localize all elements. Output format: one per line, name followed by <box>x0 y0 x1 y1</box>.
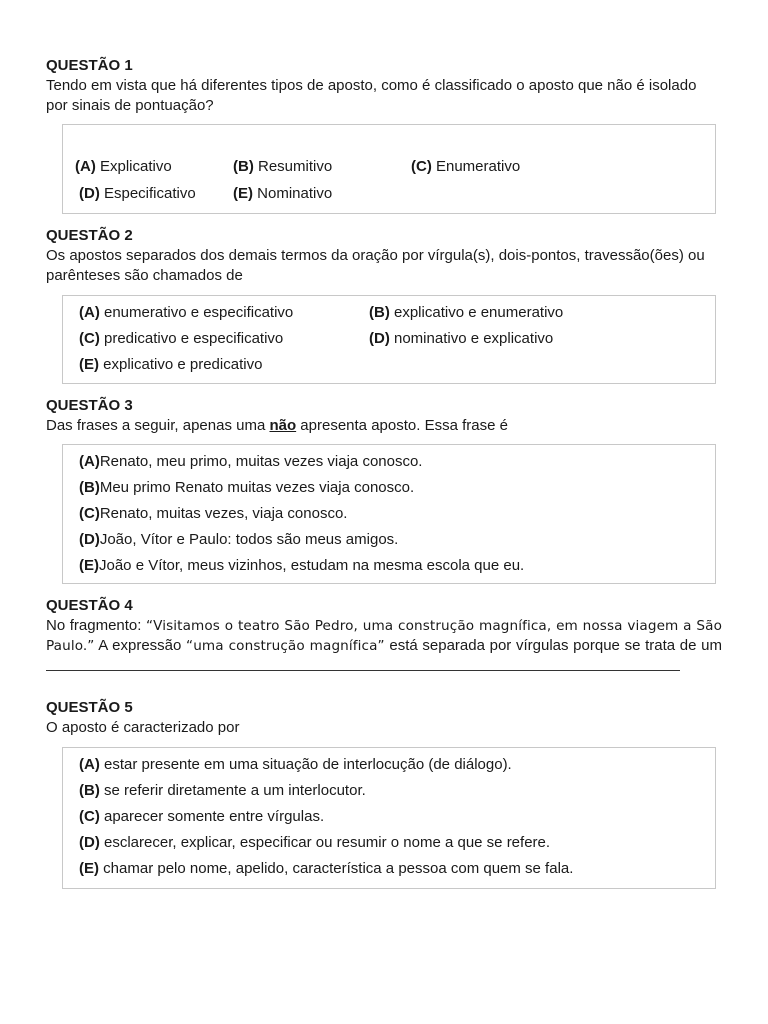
question-2 <box>46 226 722 384</box>
option-letter: (B) <box>79 479 100 496</box>
option-letter: (D) <box>79 531 100 548</box>
question-title: QUESTÃO 2 <box>46 227 133 244</box>
question-title: QUESTÃO 4 <box>46 597 133 614</box>
option-d[interactable] <box>79 832 715 858</box>
option-letter: (C) <box>411 158 432 175</box>
option-letter: (A) <box>75 158 96 175</box>
option-letter: (A) <box>79 453 100 470</box>
fragment-suffix: está separada por vírgulas porque se trata de um <box>384 637 722 654</box>
option-letter: (C) <box>79 808 100 825</box>
option-letter: (A) <box>79 304 100 321</box>
option-text: Especificativo <box>99 185 196 202</box>
question-text <box>46 416 722 436</box>
option-letter: (C) <box>79 505 100 522</box>
option-text: aparecer somente entre vírgulas. <box>99 808 325 825</box>
option-letter: (D) <box>79 185 100 202</box>
option-text: predicativo e especificativo <box>99 330 284 347</box>
option-e[interactable] <box>79 355 369 375</box>
option-a[interactable] <box>79 303 369 323</box>
option-a[interactable] <box>79 451 715 477</box>
question-5 <box>46 698 722 889</box>
option-letter: (B) <box>233 158 254 175</box>
option-d[interactable] <box>369 329 669 349</box>
fragment-expression: “uma construção magnífica” <box>186 638 385 654</box>
option-letter: (E) <box>79 860 99 877</box>
option-text: Resumitivo <box>253 158 333 175</box>
option-letter: (D) <box>369 330 390 347</box>
option-text: Renato, muitas vezes, viaja conosco. <box>99 505 348 522</box>
option-text: explicativo e predicativo <box>99 356 263 373</box>
question-text-end: apresenta aposto. Essa frase é <box>296 417 508 434</box>
fragment-prefix: No fragmento: <box>46 617 146 634</box>
question-4 <box>46 596 722 677</box>
answer-blank-line[interactable] <box>46 656 680 671</box>
option-text: chamar pelo nome, apelido, característica a pessoa com quem se fala. <box>99 860 574 877</box>
question-title: QUESTÃO 1 <box>46 57 133 74</box>
option-letter: (E) <box>233 185 253 202</box>
option-b[interactable] <box>79 780 715 806</box>
option-text: Meu primo Renato muitas vezes viaja conosco. <box>99 479 415 496</box>
question-title: QUESTÃO 3 <box>46 397 133 414</box>
option-letter: (B) <box>79 782 100 799</box>
options-box <box>62 747 716 889</box>
fragment-middle: A expressão <box>94 637 187 654</box>
option-c[interactable] <box>79 503 715 529</box>
question-text: Tendo em vista que há diferentes tipos de aposto, como é classificado o aposto que não é isolado por sinais de pontuação? <box>46 77 697 114</box>
option-text: explicativo e enumerativo <box>389 304 564 321</box>
options-box <box>62 124 716 214</box>
option-letter: (E) <box>79 356 99 373</box>
exercise-sheet <box>46 56 722 889</box>
options-box <box>62 444 716 584</box>
option-letter: (B) <box>369 304 390 321</box>
option-text: se referir diretamente a um interlocutor. <box>99 782 366 799</box>
option-letter: (E) <box>79 557 99 574</box>
option-text: Renato, meu primo, muitas vezes viaja conosco. <box>99 453 423 470</box>
option-b[interactable] <box>79 477 715 503</box>
emphasis-word: não <box>269 417 297 434</box>
question-text-start: Das frases a seguir, apenas uma <box>46 417 270 434</box>
fragment-quote: “Visitamos o teatro São Pedro, uma construção magnífica, em nossa viagem a São Paulo.” <box>46 618 722 654</box>
option-letter: (A) <box>79 756 100 773</box>
option-text: Enumerativo <box>431 158 521 175</box>
option-text: enumerativo e especificativo <box>99 304 294 321</box>
question-title: QUESTÃO 5 <box>46 699 133 716</box>
option-text: esclarecer, explicar, especificar ou resumir o nome a que se refere. <box>99 834 551 851</box>
option-c[interactable] <box>79 329 369 349</box>
option-c[interactable] <box>79 806 715 832</box>
option-e[interactable] <box>79 858 715 884</box>
question-3 <box>46 396 722 584</box>
option-b[interactable] <box>369 303 669 323</box>
option-d[interactable] <box>79 529 715 555</box>
option-letter: (D) <box>79 834 100 851</box>
option-b[interactable] <box>233 157 411 177</box>
option-a[interactable] <box>79 754 715 780</box>
option-text: nominativo e explicativo <box>389 330 554 347</box>
option-e[interactable] <box>79 555 715 581</box>
option-text: João e Vítor, meus vizinhos, estudam na mesma escola que eu. <box>99 557 525 574</box>
option-e[interactable] <box>233 184 411 204</box>
question-text: Os apostos separados dos demais termos da oração por vírgula(s), dois-pontos, travessão(ões) ou parênteses são chamados de <box>46 247 705 284</box>
option-text: Nominativo <box>253 185 333 202</box>
option-c[interactable] <box>411 157 611 177</box>
option-a[interactable] <box>75 157 233 177</box>
option-letter: (C) <box>79 330 100 347</box>
question-text: O aposto é caracterizado por <box>46 719 240 736</box>
option-text: Explicativo <box>95 158 172 175</box>
question-text <box>46 616 722 677</box>
question-1 <box>46 56 722 214</box>
option-d[interactable] <box>75 184 233 204</box>
option-text: estar presente em uma situação de interlocução (de diálogo). <box>99 756 512 773</box>
option-text: João, Vítor e Paulo: todos são meus amigos. <box>99 531 399 548</box>
options-box <box>62 295 716 384</box>
